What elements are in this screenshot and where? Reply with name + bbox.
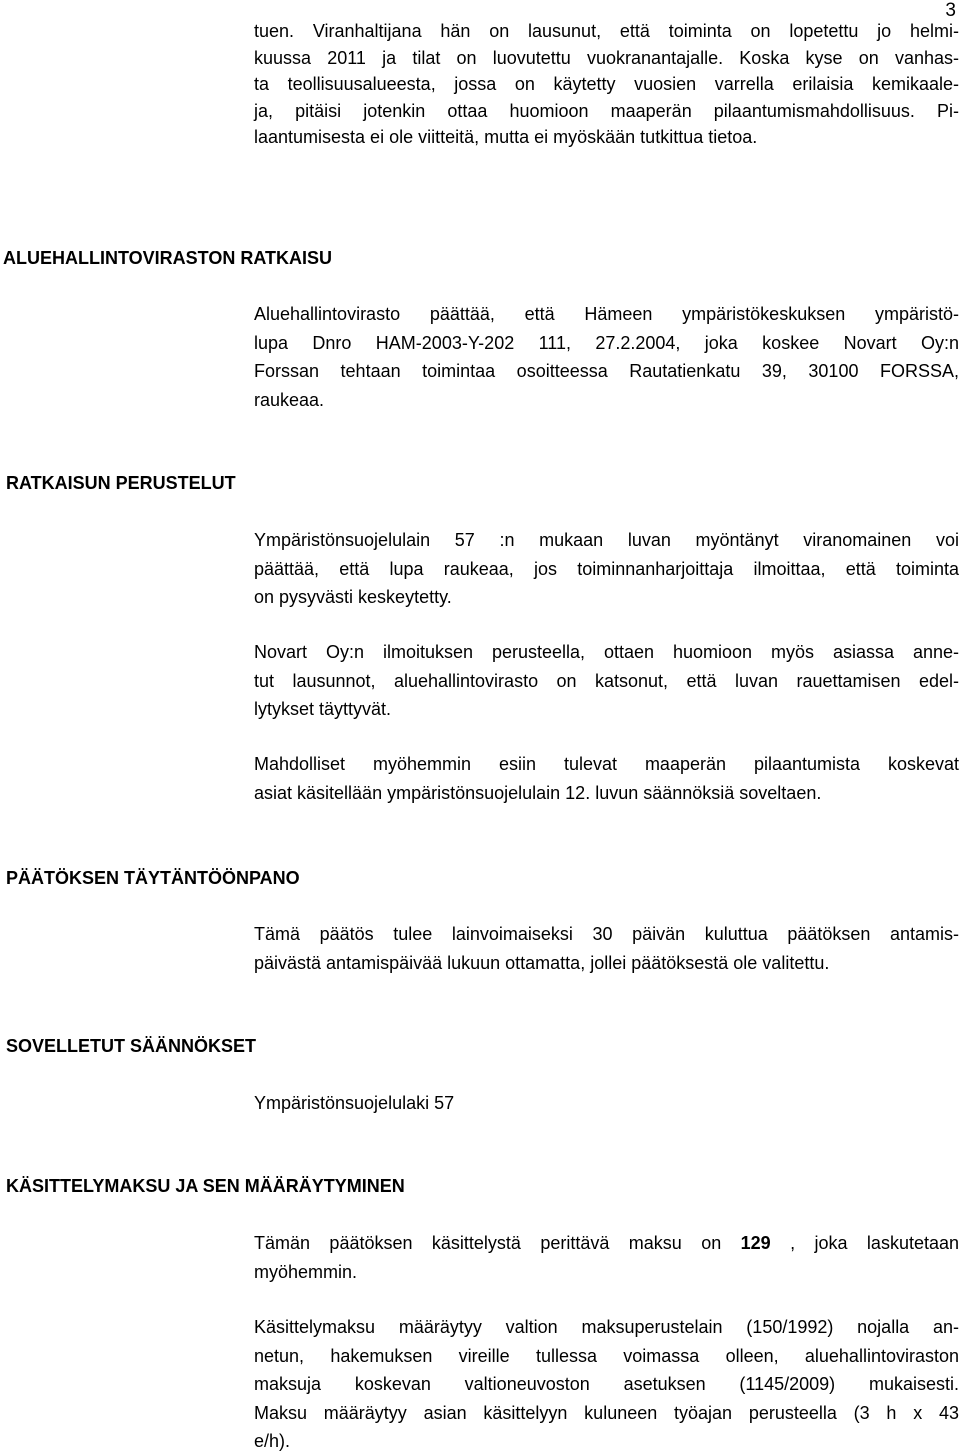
section-heading-kasittelymaksu: KÄSITTELYMAKSU JA SEN MÄÄRÄYTYMINEN bbox=[6, 1176, 405, 1196]
perustelut-line: lytykset täyttyvät. bbox=[254, 699, 392, 719]
taytantoonpano-line: päivästä antamispäivää lukuun ottamatta, jollei päätöksestä ole valitettu. bbox=[254, 952, 830, 973]
kasittelymaksu-paragraph-1 bbox=[254, 1229, 959, 1286]
kasittelymaksu-line: netun, hakemuksen vireille tullessa voimassa olleen, aluehallintoviraston bbox=[254, 1345, 959, 1366]
perustelut-line: päättää, että lupa raukeaa, jos toiminnanharjoittaja ilmoittaa, että toiminta bbox=[254, 558, 959, 579]
section-heading-ratkaisu: ALUEHALLINTOVIRASTON RATKAISU bbox=[3, 248, 333, 268]
intro-line: kuussa 2011 ja tilat on luovutettu vuokranantajalle. Koska kyse on vanhas- bbox=[254, 47, 959, 68]
kasittelymaksu-line: Maksu määräytyy asian käsittelyyn kuluneen työajan perusteella (3 h x 43 bbox=[254, 1402, 959, 1423]
perustelut-line: Novart Oy:n ilmoituksen perusteella, ottaen huomioon myös asiassa anne- bbox=[254, 642, 959, 662]
saannokset-text: Ympäristönsuojelulaki 57 bbox=[254, 1093, 455, 1113]
perustelut-line: asiat käsitellään ympäristönsuojelulain 12. luvun säännöksiä soveltaen. bbox=[254, 782, 822, 803]
intro-paragraph bbox=[254, 18, 959, 151]
section-heading-perustelut: RATKAISUN PERUSTELUT bbox=[6, 473, 236, 493]
intro-line: ta teollisuusalueesta, jossa on käytetty vuosien varrella erilaisia kemikaale- bbox=[254, 74, 959, 94]
intro-line: ja, pitäisi jotenkin ottaa huomioon maaperän pilaantumismahdollisuus. Pi- bbox=[254, 100, 959, 121]
ratkaisu-line: Forssan tehtaan toimintaa osoitteessa Rautatienkatu 39, 30100 FORSSA, bbox=[254, 361, 959, 381]
perustelut-paragraph-3 bbox=[254, 750, 959, 807]
perustelut-line: tut lausunnot, aluehallintovirasto on katsonut, että luvan rauettamisen edel- bbox=[254, 670, 959, 691]
perustelut-line: Mahdolliset myöhemmin esiin tulevat maaperän pilaantumista koskevat bbox=[254, 754, 959, 774]
taytantoonpano-paragraph bbox=[254, 920, 959, 977]
kasittelymaksu-line: e/h). bbox=[254, 1431, 291, 1451]
perustelut-line: on pysyvästi keskeytetty. bbox=[254, 587, 452, 607]
perustelut-paragraph-1 bbox=[254, 526, 959, 612]
perustelut-paragraph-2 bbox=[254, 638, 959, 724]
kasittelymaksu-paragraph-2 bbox=[254, 1313, 959, 1456]
ratkaisu-line: lupa Dnro HAM-2003-Y-202 111, 27.2.2004, joka koskee Novart Oy:n bbox=[254, 332, 959, 353]
section-heading-saannokset: SOVELLETUT SÄÄNNÖKSET bbox=[6, 1036, 257, 1056]
taytantoonpano-line: Tämä päätös tulee lainvoimaiseksi 30 päivän kuluttua päätöksen antamis- bbox=[254, 924, 959, 944]
perustelut-line: Ympäristönsuojelulain 57 :n mukaan luvan myöntänyt viranomainen voi bbox=[254, 530, 959, 550]
ratkaisu-line: raukeaa. bbox=[254, 389, 325, 410]
kasittelymaksu-line: Käsittelymaksu määräytyy valtion maksuperustelain (150/1992) nojalla an- bbox=[254, 1317, 959, 1337]
section-heading-taytantoonpano: PÄÄTÖKSEN TÄYTÄNTÖÖNPANO bbox=[6, 868, 300, 888]
ratkaisu-line: Aluehallintovirasto päättää, että Hämeen ympäristökeskuksen ympäristö- bbox=[254, 304, 959, 324]
fee-line-2: myöhemmin. bbox=[254, 1261, 358, 1282]
intro-line: tuen. Viranhaltijana hän on lausunut, että toiminta on lopetettu jo helmi- bbox=[254, 21, 959, 41]
page-number: 3 bbox=[945, 0, 956, 21]
fee-line bbox=[254, 1229, 959, 1258]
fee-suffix: , joka laskutetaan bbox=[770, 1233, 959, 1253]
fee-prefix: Tämän päätöksen käsittelystä perittävä maksu on bbox=[254, 1233, 741, 1253]
fee-amount: 129 bbox=[740, 1233, 771, 1253]
saannokset-paragraph bbox=[254, 1089, 959, 1118]
intro-line: laantumisesta ei ole viitteitä, mutta ei myöskään tutkittua tietoa. bbox=[254, 127, 758, 147]
ratkaisu-paragraph bbox=[254, 300, 959, 414]
kasittelymaksu-line: maksuja koskevan valtioneuvoston asetuksen (1145/2009) mukaisesti. bbox=[254, 1374, 959, 1394]
